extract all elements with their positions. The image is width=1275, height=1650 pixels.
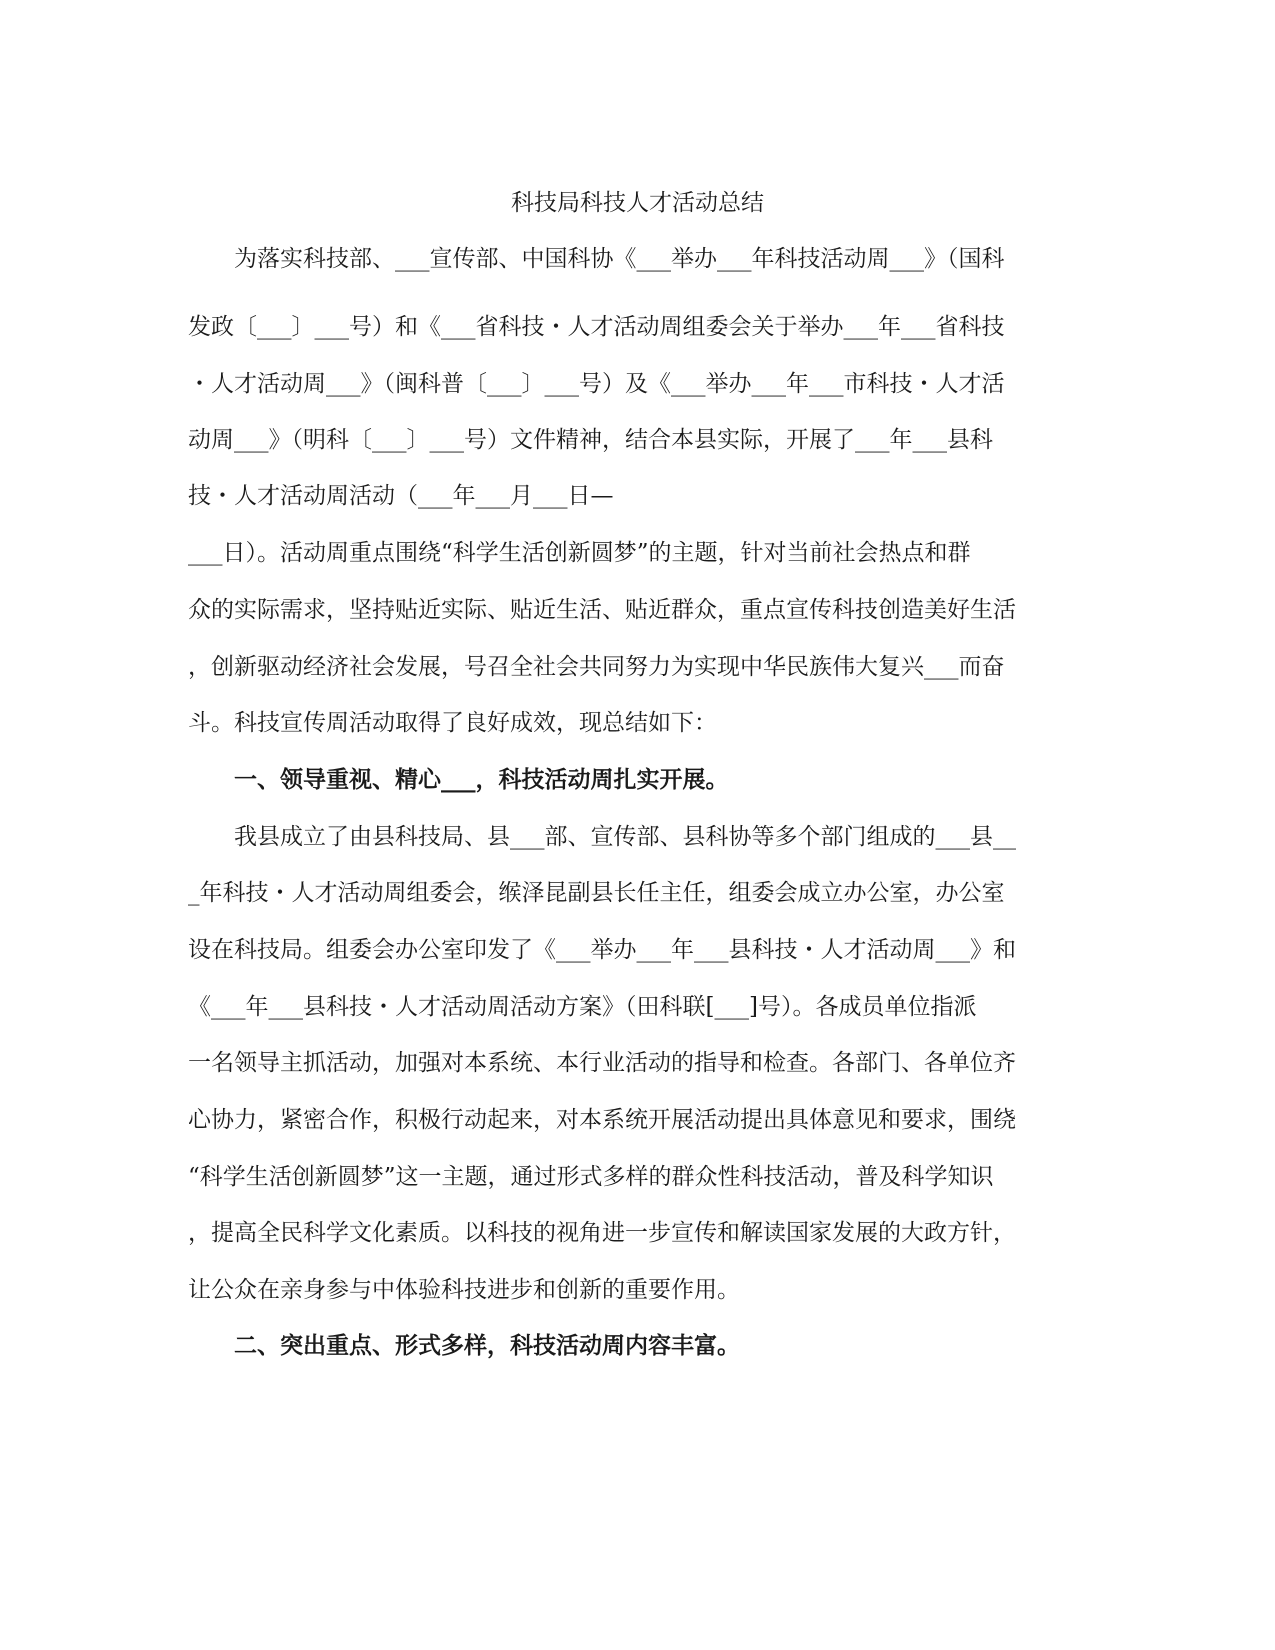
body-line: 《___年___县科技・人才活动周活动方案》（田科联[___]号）。各成员单位指派 — [188, 994, 977, 1020]
body-line: 技・人才活动周活动（___年___月___日— — [188, 483, 614, 509]
body-line: 让公众在亲身参与中体验科技进步和创新的重要作用。 — [188, 1277, 740, 1303]
body-line: ，创新驱动经济社会发展，号召全社会共同努力为实现中华民族伟大复兴___而奋 — [188, 654, 1005, 680]
body-line: 发政〔___〕___号）和《___省科技・人才活动周组委会关于举办___年___省科技 — [188, 314, 1005, 340]
body-line: 一名领导主抓活动，加强对本系统、本行业活动的指导和检查。各部门、各单位齐 — [188, 1050, 1016, 1076]
section-heading-2: 二、突出重点、形式多样，科技活动周内容丰富。 — [188, 1332, 740, 1359]
body-line: “科学生活创新圆梦”这一主题，通过形式多样的群众性科技活动，普及科学知识 — [188, 1164, 994, 1190]
body-line: 动周___》（明科〔___〕___号）文件精神，结合本县实际，开展了___年___县科 — [188, 427, 993, 453]
body-line: 设在科技局。组委会办公室印发了《___举办___年___县科技・人才活动周___》和 — [188, 937, 1016, 963]
body-line: 心协力，紧密合作，积极行动起来，对本系统开展活动提出具体意见和要求，围绕 — [188, 1107, 1016, 1133]
document-title: 科技局科技人才活动总结 — [511, 190, 764, 216]
body-line: 众的实际需求，坚持贴近实际、贴近生活、贴近群众，重点宣传科技创造美好生活 — [188, 597, 1016, 623]
body-line: ・人才活动周___》（闽科普〔___〕___号）及《___举办___年___市科技・人才活 — [188, 371, 1005, 397]
body-line: 斗。科技宣传周活动取得了良好成效，现总结如下： — [188, 710, 717, 736]
body-line: ___日）。活动周重点围绕“科学生活创新圆梦”的主题，针对当前社会热点和群 — [188, 540, 971, 566]
body-line: _年科技・人才活动周组委会，缑泽昆副县长任主任，组委会成立办公室，办公室 — [188, 880, 1005, 906]
body-line: 我县成立了由县科技局、县___部、宣传部、县科协等多个部门组成的___县__ — [188, 824, 1016, 850]
body-line: ，提高全民科学文化素质。以科技的视角进一步宣传和解读国家发展的大政方针， — [188, 1220, 1016, 1246]
body-line: 为落实科技部、___宣传部、中国科协《___举办___年科技活动周___》（国科 — [188, 246, 1005, 272]
section-heading-1: 一、领导重视、精心___，科技活动周扎实开展。 — [188, 766, 729, 793]
